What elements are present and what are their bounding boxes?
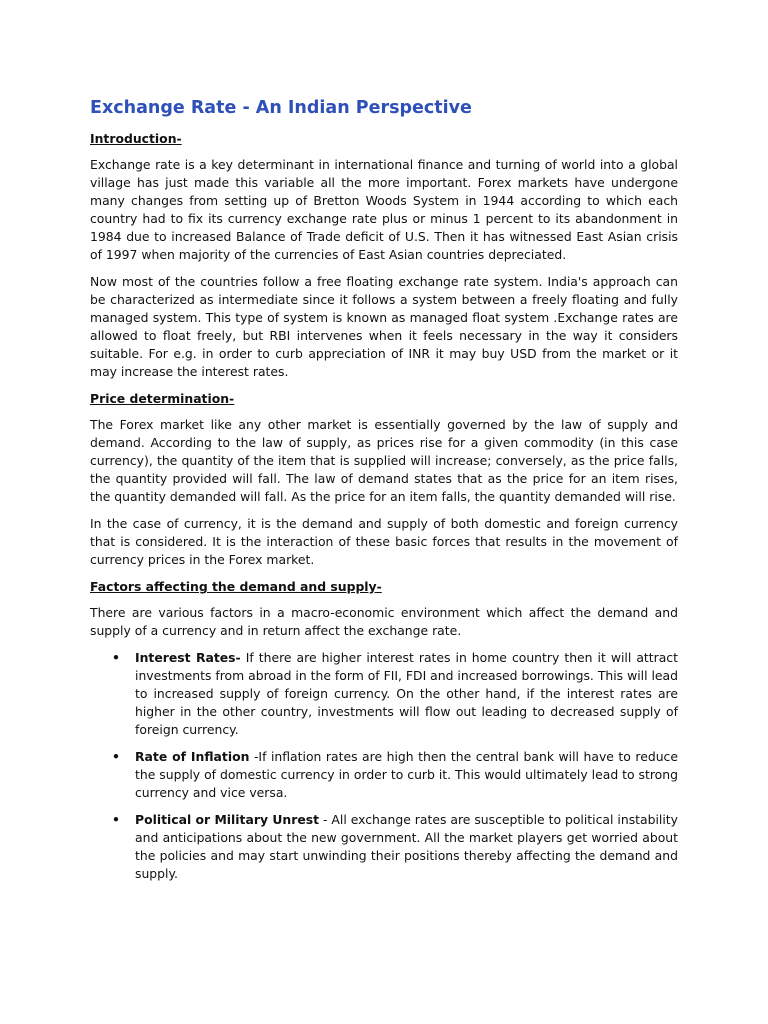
- factor-name-interest-rates: Interest Rates-: [135, 650, 241, 665]
- factor-text-interest-rates: If there are higher interest rates in home country then it will attract investments from abroad in the form of FII, FDI and increased borrowings. This will lead to increased supply of foreign currency. On the other hand, if the interest rates are higher in the other country, investments will flow out leading to decreased supply of foreign currency.: [135, 650, 678, 737]
- introduction-paragraph-2: Now most of the countries follow a free floating exchange rate system. India's approach can be characterized as intermediate since it follows a system between a freely floating and fully managed system. This type of system is known as managed float system .Exchange rates are allowed to float freely, but RBI intervenes when it feels necessary in the way it considers suitable. For e.g. in order to curb appreciation of INR it may buy USD from the market or it may increase the interest rates.: [90, 274, 678, 379]
- list-item-political-unrest: [90, 811, 678, 883]
- factors-list: [90, 649, 678, 883]
- factor-text-political-unrest: - All exchange rates are susceptible to political instability and anticipations about the new government. All the market players get worried about the policies and may start unwinding their positions thereby affecting the demand and supply.: [135, 812, 678, 881]
- introduction-heading: Introduction-: [90, 131, 182, 146]
- factor-text-rate-of-inflation: -If inflation rates are high then the central bank will have to reduce the supply of domestic currency in order to curb it. This would ultimately lead to strong currency and vice versa.: [135, 749, 678, 800]
- bullet-icon: •: [112, 749, 120, 764]
- document-title: Exchange Rate - An Indian Perspective: [90, 98, 472, 118]
- bullet-icon: •: [112, 812, 120, 827]
- factor-name-political-unrest: Political or Military Unrest: [135, 812, 320, 827]
- factors-intro-paragraph: There are various factors in a macro-economic environment which affect the demand and supply of a currency and in return affect the exchange rate.: [90, 605, 678, 638]
- price-determination-paragraph-1: The Forex market like any other market is essentially governed by the law of supply and demand. According to the law of supply, as prices rise for a given commodity (in this case currency), the quantity of the item that is supplied will increase; conversely, as the price falls, the quantity provided will fall. The law of demand states that as the price for an item rises, the quantity demanded will fall. As the price for an item falls, the quantity demanded will rise.: [90, 417, 678, 504]
- factors-heading: Factors affecting the demand and supply-: [90, 579, 382, 594]
- bullet-icon: •: [112, 650, 120, 665]
- list-item-interest-rates: [90, 649, 678, 739]
- price-determination-paragraph-2: In the case of currency, it is the demand and supply of both domestic and foreign currency that is considered. It is the interaction of these basic forces that results in the movement of currency prices in the Forex market.: [90, 516, 678, 567]
- factor-name-rate-of-inflation: Rate of Inflation: [135, 749, 250, 764]
- introduction-paragraph-1: Exchange rate is a key determinant in international finance and turning of world into a global village has just made this variable all the more important. Forex markets have undergone many changes from setting up of Bretton Woods System in 1944 according to which each country had to fix its currency exchange rate plus or minus 1 percent to its abandonment in 1984 due to increased Balance of Trade deficit of U.S. Then it has witnessed East Asian crisis of 1997 when majority of the currencies of East Asian countries depreciated.: [90, 157, 678, 262]
- price-determination-heading: Price determination-: [90, 391, 235, 406]
- document-page: [90, 96, 678, 892]
- list-item-rate-of-inflation: [90, 748, 678, 802]
